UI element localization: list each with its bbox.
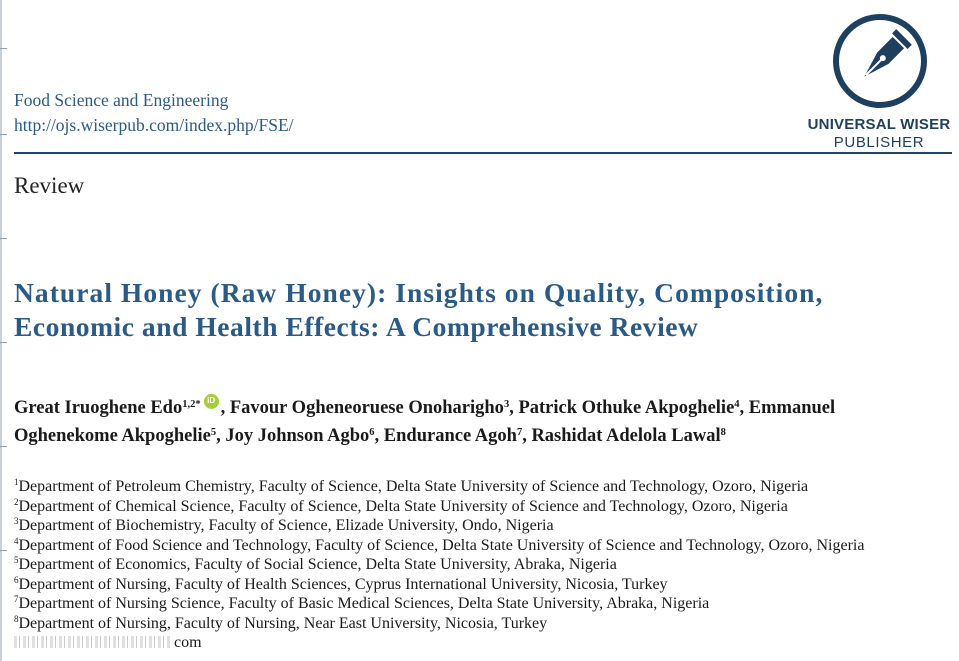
affiliation-item bbox=[14, 497, 958, 517]
author-name-part: Oghenekome Akpoghelie bbox=[14, 426, 211, 446]
affiliation-text: Department of Petroleum Chemistry, Faculty of Science, Delta State University of Science and Technology, Ozoro, Nigeria bbox=[18, 478, 809, 495]
publisher-name: UNIVERSAL WISER bbox=[807, 116, 951, 133]
journal-header bbox=[14, 88, 294, 138]
author-affil-sup: 4 bbox=[734, 399, 740, 410]
author-line-2 bbox=[14, 422, 958, 450]
publisher-logo bbox=[800, 13, 959, 153]
title-line-2: Economic and Health Effects: A Comprehensive Review bbox=[14, 311, 699, 342]
affiliation-number: 3 bbox=[14, 516, 19, 526]
author-name: Endurance Agoh bbox=[383, 426, 517, 446]
author-affil-sup: 1,2* bbox=[182, 399, 201, 410]
author-separator: , bbox=[216, 426, 226, 446]
publisher-sub: PUBLISHER bbox=[833, 134, 925, 151]
affiliation-number: 1 bbox=[14, 477, 19, 487]
affiliation-number: 8 bbox=[14, 613, 19, 624]
author-separator: , bbox=[739, 398, 749, 418]
affiliation-number: 2 bbox=[14, 496, 19, 507]
author-name: Joy Johnson Agbo bbox=[225, 426, 370, 446]
fountain-pen-nib-icon bbox=[832, 13, 928, 109]
edge-tick bbox=[0, 342, 7, 343]
affiliation-number: 7 bbox=[14, 594, 19, 604]
author-separator: , bbox=[374, 426, 384, 446]
author-name: Patrick Othuke Akpoghelie bbox=[518, 398, 735, 418]
header-rule bbox=[14, 152, 952, 154]
author-affil-sup: 5 bbox=[210, 427, 217, 438]
article-title bbox=[14, 276, 958, 344]
affiliation-text: Department of Biochemistry, Faculty of Science, Elizade University, Ondo, Nigeria bbox=[18, 517, 554, 534]
affiliation-item bbox=[14, 536, 958, 556]
affiliation-item bbox=[14, 594, 958, 614]
author-affil-sup: 6 bbox=[369, 427, 375, 438]
affiliation-number: 4 bbox=[14, 535, 19, 546]
affiliation-item bbox=[14, 575, 958, 595]
affiliation-number: 5 bbox=[14, 555, 19, 565]
email-tail[interactable]: com bbox=[174, 634, 202, 651]
affiliation-item bbox=[14, 555, 958, 575]
orcid-icon[interactable] bbox=[204, 394, 219, 409]
author-name: Favour Ogheneoruese Onoharigho bbox=[229, 398, 504, 418]
edge-tick bbox=[0, 238, 7, 239]
orcid-label: iD bbox=[207, 396, 216, 405]
affiliation-text: Department of Nursing, Faculty of Nursing, Near East University, Nicosia, Turkey bbox=[18, 614, 548, 632]
affiliation-item bbox=[14, 614, 958, 634]
author-affil-sup: 3 bbox=[503, 399, 510, 410]
page-edge bbox=[0, 0, 2, 661]
affiliation-text: Department of Food Science and Technology, Faculty of Science, Delta State University of Science and Technology, Ozoro, Nigeria bbox=[18, 536, 865, 554]
edge-tick bbox=[0, 446, 7, 447]
author-name: Rashidat Adelola Lawal bbox=[531, 426, 721, 446]
affiliation-text: Department of Nursing Science, Faculty of Basic Medical Sciences, Delta State University, Abraka, Nigeria bbox=[18, 595, 710, 612]
affiliation-item bbox=[14, 477, 958, 497]
author-separator: , bbox=[509, 398, 519, 418]
email-line bbox=[14, 634, 202, 652]
author-name-part: Emmanuel bbox=[748, 398, 836, 418]
affiliation-item bbox=[14, 516, 958, 536]
edge-tick bbox=[0, 48, 7, 49]
affiliation-text: Department of Nursing, Faculty of Health Sciences, Cyprus International University, Nicosia, Turkey bbox=[18, 575, 668, 593]
edge-tick bbox=[0, 134, 7, 135]
author-affil-sup: 7 bbox=[516, 427, 523, 438]
redacted-email bbox=[14, 636, 172, 648]
journal-name: Food Science and Engineering bbox=[14, 90, 229, 110]
author-separator: , bbox=[220, 398, 230, 418]
affiliation-list bbox=[14, 477, 958, 633]
affiliation-text: Department of Chemical Science, Faculty of Science, Delta State University of Science and Technology, Ozoro, Nigeria bbox=[18, 497, 788, 515]
author-line-1 bbox=[14, 394, 958, 422]
title-line-1: Natural Honey (Raw Honey): Insights on Quality, Composition, bbox=[14, 277, 824, 308]
article-type: Review bbox=[14, 173, 85, 198]
affiliation-text: Department of Economics, Faculty of Social Science, Delta State University, Abraka, Nigeria bbox=[18, 556, 617, 573]
author-name: Great Iruoghene Edo bbox=[14, 398, 183, 418]
author-separator: , bbox=[522, 426, 532, 446]
affiliation-number: 6 bbox=[14, 574, 19, 585]
edge-tick bbox=[0, 550, 7, 551]
author-list bbox=[14, 394, 958, 450]
author-affil-sup: 8 bbox=[720, 427, 726, 438]
journal-url[interactable]: http://ojs.wiserpub.com/index.php/FSE/ bbox=[14, 115, 294, 135]
